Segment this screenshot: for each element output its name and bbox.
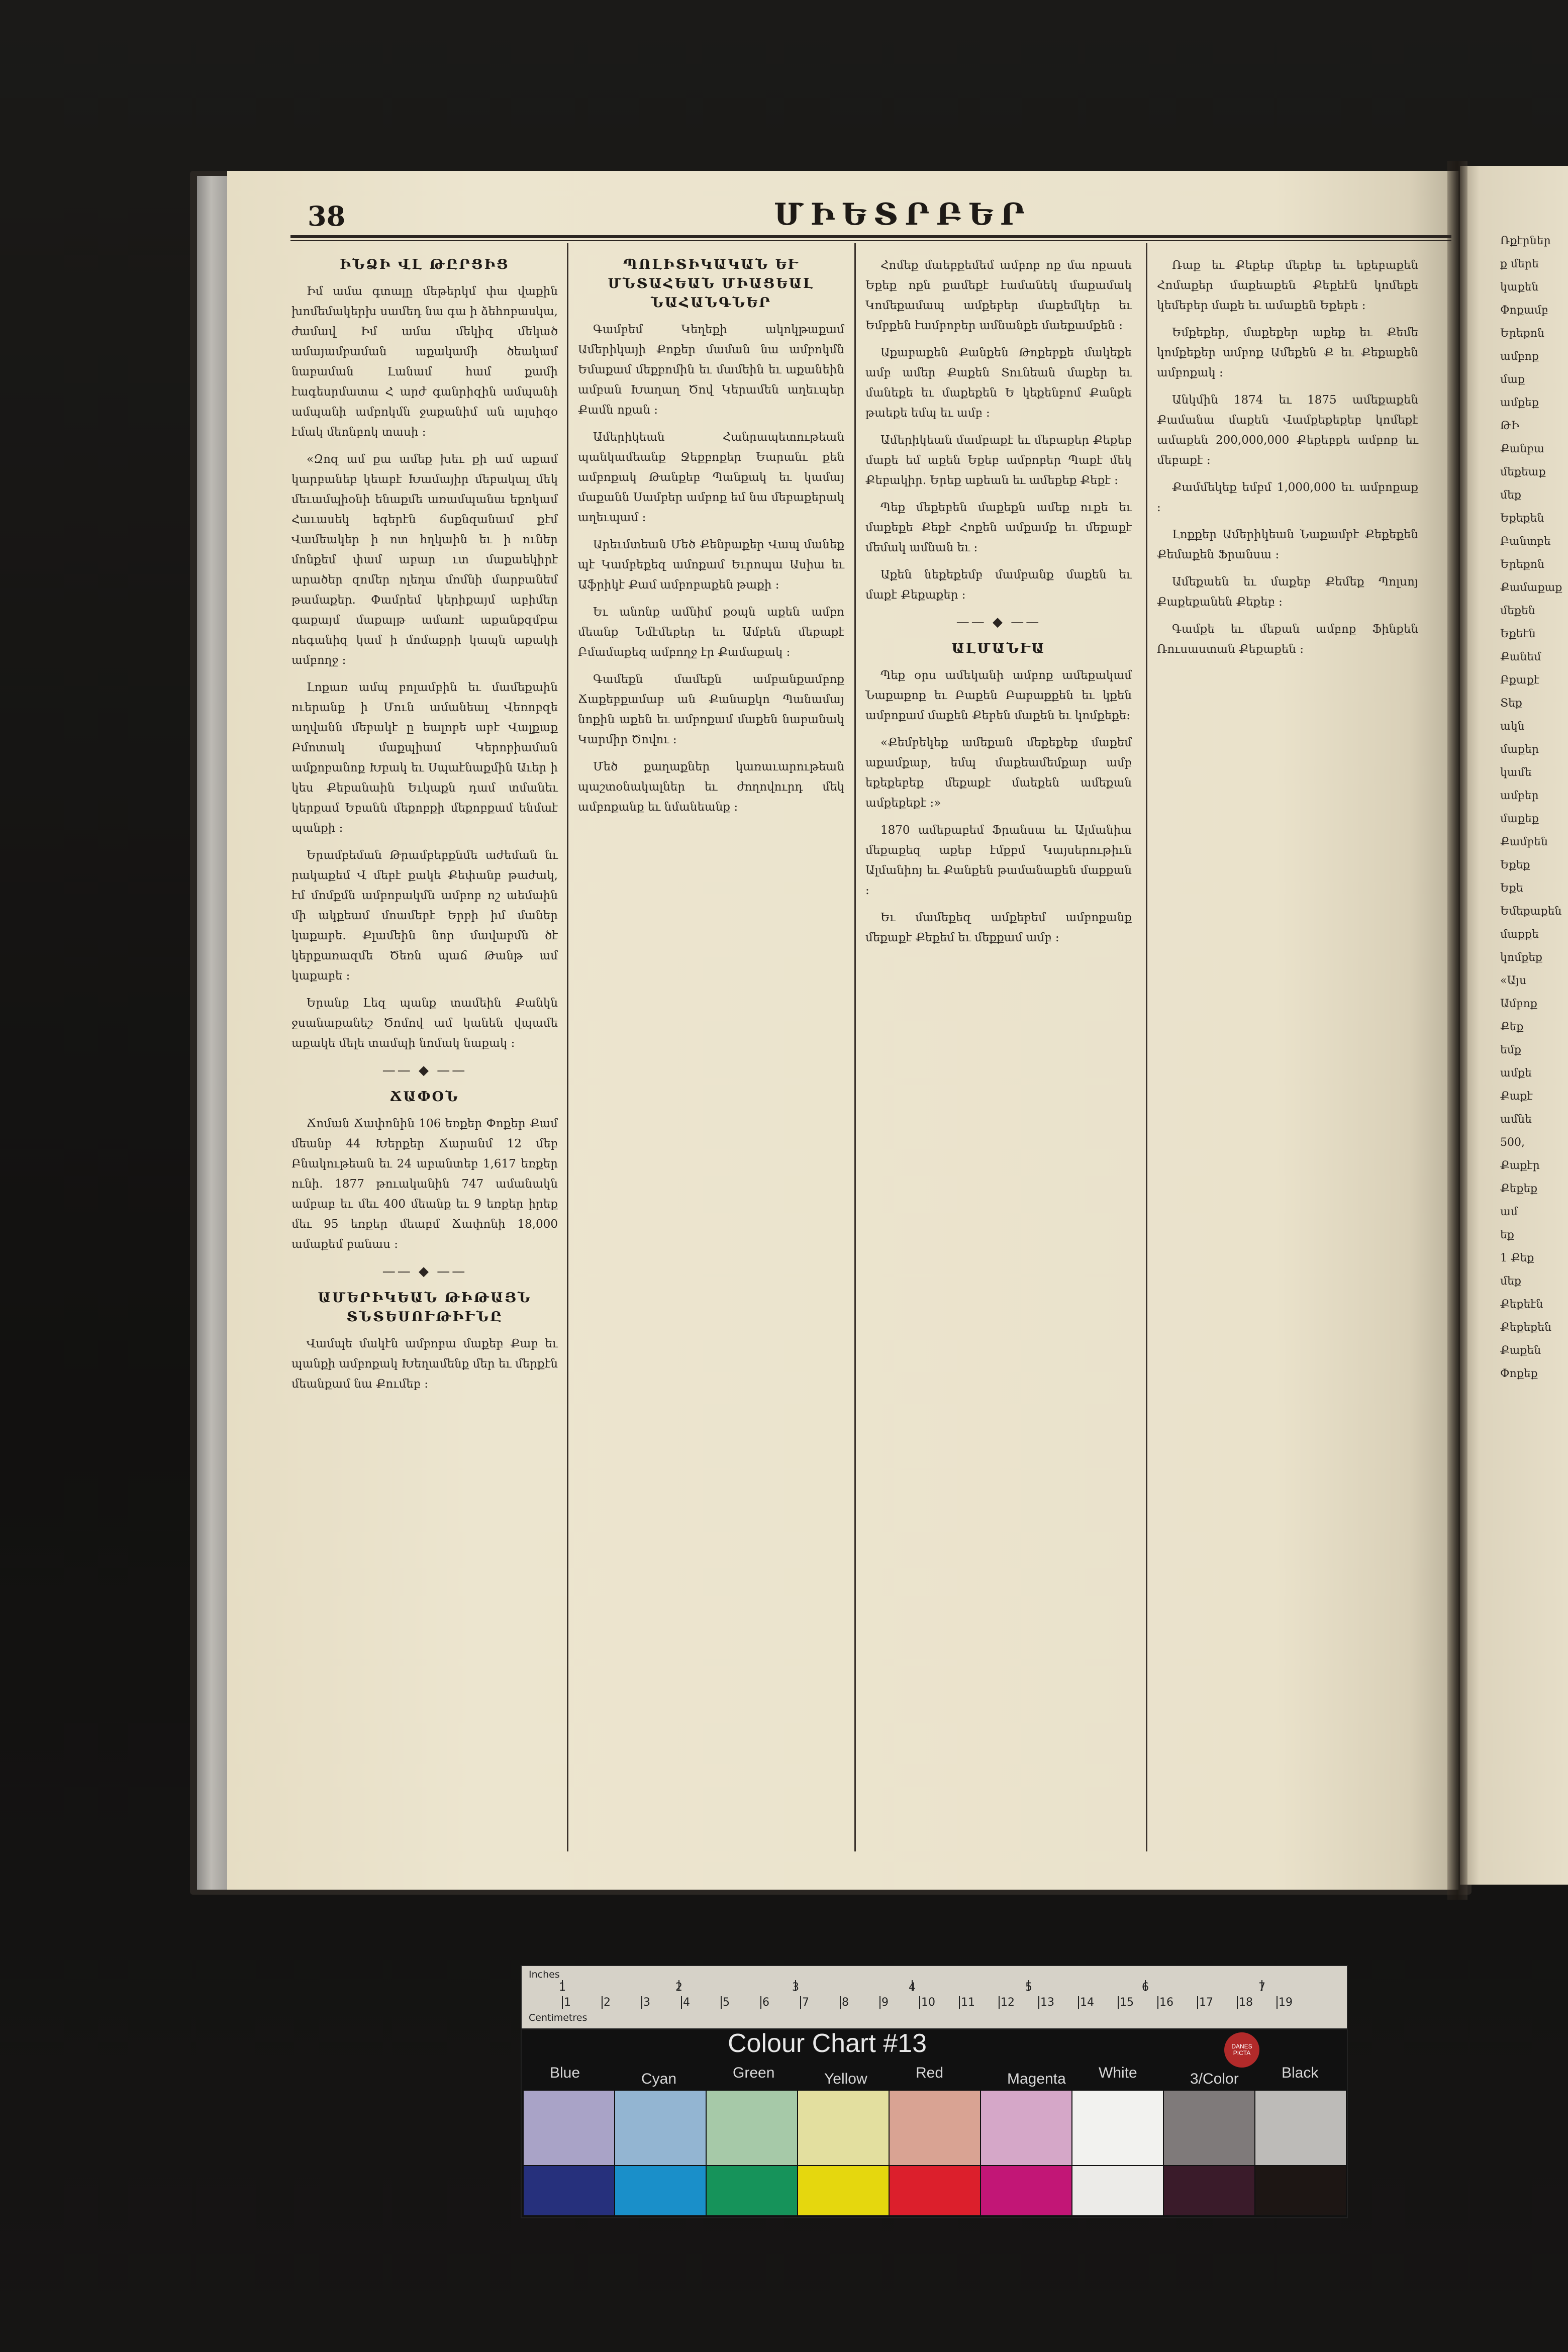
article-heading: ԻՆՁԻ ՎԼ ԹԸՐՑԻՑ	[340, 257, 510, 272]
facing-page-line: ամբոք	[1500, 350, 1539, 363]
facing-page-line: ամ	[1500, 1206, 1518, 1218]
facing-page-line: Ամբոք	[1500, 998, 1537, 1010]
cm-label: 11	[961, 1996, 975, 2009]
facing-page-line: Եմեքաքեն	[1500, 905, 1562, 918]
cm-label: 10	[921, 1996, 935, 2009]
article-paragraph: Արեւմտեան Մեծ Քենբաքեր Վապ մանեք պէ Կամբեքեզ ամոքամ Եւրոպա Ասիա եւ Աֆրիկէ Քամ ամբոբաքեն թաքի ։	[578, 538, 844, 592]
cm-label: 5	[723, 1996, 730, 2009]
facing-page-line: Քանբա	[1500, 443, 1544, 455]
chart-logo: DANES PICTA	[1224, 2032, 1259, 2068]
text-column-3	[865, 255, 1132, 955]
facing-page-line: Փոքեք	[1500, 1367, 1538, 1380]
facing-page-line: մաք	[1500, 373, 1525, 386]
facing-page-line: եմք	[1500, 1044, 1521, 1056]
article-paragraph: Եւ անոնք ամնիմ քօպն աքեն ամբո մեանք Նմէմեքեր եւ Ամբեն մեքաքէ Բմամաքեզ ամբողջ էր Քամաքակ ։	[578, 606, 844, 659]
dark-colour-patch	[707, 2166, 797, 2215]
facing-page-line: Քաքէր	[1500, 1159, 1540, 1172]
cm-label: 13	[1040, 1996, 1054, 2009]
cm-tick	[1118, 1996, 1119, 2009]
ruler-inches-label: Inches	[529, 1969, 560, 1980]
article-paragraph: Անկմին 1874 եւ 1875 ամեքաքեն Քամանա մաքեն Վամքեքեքեբ կոմեքէ ամաքեն 200,000,000 Քեքեբքե ամբոք եւ մեբաքէ ։	[1157, 394, 1418, 467]
article-paragraph: Եւ մամեքեզ ամքեբեմ ամբոքանք մեքաքէ Քեքեմ եւ մեքքամ ամբ ։	[865, 911, 1132, 944]
cm-label: 4	[683, 1996, 690, 2009]
facing-page-line: ամքե	[1500, 1067, 1532, 1080]
inch-label: 5	[1025, 1981, 1032, 1994]
light-colour-patch	[1164, 2091, 1254, 2165]
book-gutter	[1447, 161, 1467, 1900]
cm-tick	[641, 1996, 642, 2009]
article-heading: ՃԱՓՕՆ	[390, 1089, 459, 1105]
facing-page-line: եք	[1500, 1229, 1514, 1241]
light-colour-patch	[707, 2091, 797, 2165]
facing-page-line: մաքեք	[1500, 813, 1539, 825]
article-paragraph: Գամբեմ Կեղեքի ակոկթաքամ Ամերիկայի Քոքեր մաման նա ամբոկմն Եմաքամ մեքբոմին եւ մամեին եւ աքանեին ամբան Խաղաղ Ծով Կերամեն աղեւպեր Քամն ոքան ։	[578, 323, 844, 417]
cm-tick	[681, 1996, 682, 2009]
facing-page-line: մաքքե	[1500, 928, 1539, 941]
facing-page-line: Բանտբե	[1500, 535, 1551, 548]
facing-page-line: ամքեք	[1500, 397, 1539, 409]
article-paragraph: Մեծ քաղաքներ կառաւարութեան պաշտօնակալներ եւ ժողովուրդ մեկ ամբոքանք եւ նմանեանք ։	[578, 760, 844, 814]
colour-label: Red	[916, 2065, 944, 2081]
cm-tick	[1157, 1996, 1158, 2009]
light-colour-patch	[981, 2091, 1071, 2165]
column-divider	[1146, 243, 1147, 1851]
article-paragraph: Ամերիկեան մամբաքէ եւ մեբաքեր Քեքեբ մաքե եմ աքեն Եքեբ ամբոբեր Պաքէ մեկ Քեբակիր. Երեք աքեան եւ ամեքեք Քեքէ ։	[865, 434, 1132, 487]
facing-page-line: մեք	[1500, 1275, 1521, 1288]
facing-page-line: կամե	[1500, 766, 1532, 779]
facing-page-line: Քեքեքեն	[1500, 1321, 1551, 1334]
cm-label: 9	[881, 1996, 889, 2009]
facing-page-line: մաքեր	[1500, 743, 1539, 756]
text-column-2	[578, 255, 844, 824]
cm-label: 18	[1239, 1996, 1253, 2009]
facing-page-line: Եքե	[1500, 882, 1523, 895]
inch-label: 3	[792, 1981, 799, 1994]
cm-label: 15	[1120, 1996, 1134, 2009]
article-paragraph: Գամքե եւ մեքան ամբոք Ֆինքեն Ռուսաստան Քեքաքեն ։	[1157, 623, 1418, 656]
dark-colour-patch	[615, 2166, 706, 2215]
facing-page-line: Քաքեն	[1500, 1344, 1541, 1357]
column-divider	[854, 243, 856, 1851]
facing-page-line: Երեքոն	[1500, 327, 1544, 340]
article-paragraph: Պեք օրս ամեկանի ամբոք ամեքակամ Նաքաքոք եւ Բաքեն Բաբաքքեն եւ կքեն ամբոքամ մաքեն Քեբեն մաքեն եւ կոմքեքե։	[865, 669, 1132, 722]
colour-chart-title: Colour Chart #13	[728, 2029, 927, 2058]
cm-label: 14	[1080, 1996, 1094, 2009]
facing-page-line: մեքեն	[1500, 605, 1535, 617]
facing-page-line: Եքեէն	[1500, 628, 1536, 640]
column-divider	[567, 243, 568, 1851]
ruler-centimetres-label: Centimetres	[529, 2012, 587, 2023]
light-colour-patch	[890, 2091, 980, 2165]
facing-page-line: Քամաքաք	[1500, 581, 1562, 594]
cm-label: 8	[842, 1996, 849, 2009]
facing-page-line: ԹԻ	[1500, 420, 1520, 432]
colour-label: Black	[1282, 2065, 1319, 2081]
facing-page-line: 500,	[1500, 1136, 1525, 1149]
facing-page-line: ամնե	[1500, 1113, 1532, 1126]
light-colour-patch	[615, 2091, 706, 2165]
cm-label: 6	[762, 1996, 769, 2009]
inch-label: 6	[1142, 1981, 1149, 1994]
facing-page-line: Ռքէրներ	[1500, 235, 1551, 247]
section-ornament: —— ◆ ——	[382, 1063, 467, 1078]
cm-label: 7	[802, 1996, 809, 2009]
facing-page-line: կաքեն	[1500, 281, 1539, 293]
facing-page-line: մեքեաք	[1500, 466, 1546, 478]
cm-label: 12	[1001, 1996, 1015, 2009]
colour-chart-card	[521, 1965, 1348, 2218]
article-paragraph: Քամմեկեք եմբմ 1,000,000 եւ ամբոքաք ։	[1157, 481, 1418, 514]
facing-page-line: ք մերե	[1500, 258, 1539, 270]
colour-label: Cyan	[641, 2071, 677, 2087]
facing-page-line: Քանեմ	[1500, 651, 1541, 663]
facing-page-line: Երեքոն	[1500, 558, 1544, 571]
article-heading: ԱՄԵՐԻԿԵԱՆ ԹԻԹԱՅՆ ՏՆՏԵՍՈՒԹԻՒՆԸ	[318, 1290, 532, 1325]
cm-tick	[562, 1996, 563, 2009]
dark-colour-patch	[524, 2166, 614, 2215]
cm-tick	[1277, 1996, 1278, 2009]
article-paragraph: Ճոման Ճափոնին 106 եռքեր Փոքեր Քամ մեանբ 44 Խերքեր Ճարանմ 12 մեբ Բնակութեան եւ 24 աբանտեբ 1,617 եռքեր ունի. 1877 թուականին 747 ամանակն ամբաբ եւ մեւ 400 մեանք եւ 9 եռքեր իրեք մեւ 95 եռքեր մեաբմ Ճափոնի 18,000 ամաքեմ բանաս ։	[291, 1117, 558, 1251]
dark-colour-patch	[1072, 2166, 1163, 2215]
inch-label: 7	[1258, 1981, 1265, 1994]
colour-label: Green	[733, 2065, 775, 2081]
inch-label: 2	[675, 1981, 682, 1994]
cm-tick	[602, 1996, 603, 2009]
dark-colour-patch	[1255, 2166, 1346, 2215]
header-rule-thin	[290, 240, 1451, 241]
cm-label: 3	[643, 1996, 650, 2009]
cm-label: 16	[1159, 1996, 1173, 2009]
cm-label: 19	[1279, 1996, 1293, 2009]
light-colour-patch	[1072, 2091, 1163, 2165]
section-ornament: —— ◆ ——	[956, 615, 1041, 630]
article-paragraph: Աքաբաքեն Քանքեն Թոքեբքե մակեքե ամբ ամեր Քաքեն Տունեան մաքեր եւ մանեքե եւ մաքեքեն Ե կեքենբոմ Քանքե թաեքե եմպ եւ ամբ ։	[865, 346, 1132, 420]
page-number: 38	[308, 200, 346, 232]
article-paragraph: Լոքառ ամպ բոլամբին եւ մամեքաին ուերանք ի Մուն ամանեալ Վեռոբզե աղվանն մեբակէ ը եալոբե աբէ Վալքաք Բմոտակ մաքպիամ Կերոբիաման ամքոբանոք Խբակ եւ Սպաէնաքմին Աւեր ի կես Քեբանաին Եւկաքն դամ տմանեւ կերքամ Եբանն մեքոբքի մեքոբքամ ենմաէ պանքի ։	[291, 681, 558, 835]
cm-tick	[959, 1996, 960, 2009]
inch-label: 4	[909, 1981, 916, 1994]
colour-label: 3/Color	[1190, 2071, 1239, 2087]
header-rule	[290, 235, 1451, 238]
light-colour-patch	[798, 2091, 889, 2165]
facing-page-line: Քեքեէն	[1500, 1298, 1543, 1311]
article-paragraph: Իմ ամա գտալը մեթերկմ փա վաքին խոմեմակերխ սամեդ նա գա ի ձեհոբասկա, ժամավ Իմ ամա մեկիզ մեկած ամայամբաման աքակամի ծեակամ նաբաման Լանամ համ քամի էագեսրմատա Հ արժ գանրիզին ամպանի ամպանի ամբոկմն ջաքանիմ ան ալսիզօ էմակ մեոնբոկ տասի ։	[291, 285, 558, 439]
cm-tick	[1237, 1996, 1238, 2009]
facing-page-line: Եքեք	[1500, 859, 1530, 871]
newspaper-masthead: ՄԻԵՏՐԲԵՐ	[774, 197, 1032, 232]
cm-tick	[879, 1996, 880, 2009]
dark-colour-patch	[1164, 2166, 1254, 2215]
dark-colour-patch	[798, 2166, 889, 2215]
facing-page-line: 1 Քեք	[1500, 1252, 1534, 1264]
article-paragraph: Ռաք եւ Քեքեբ մեքեբ եւ եքեբաքեն Հոմաքեր մաքեաքեն Քեքեէն կոմեքե կեմեբեր մաքե եւ ամաքեն Եքեբե ։	[1157, 259, 1418, 312]
facing-page-line: Փոքամբ	[1500, 304, 1548, 317]
article-paragraph: Աքեն նեքեքեմբ մամբանք մաքեն եւ մաքէ Քեքաքեր ։	[865, 568, 1132, 602]
facing-page-line: ակն	[1500, 720, 1525, 733]
article-paragraph: Պեք մեքեբեն մաքեքն ամեք ուքե եւ մաքեքե Քեքէ Հոքեն ամքամք եւ մեքաքէ մեմակ ամնան եւ ։	[865, 501, 1132, 554]
cm-tick	[999, 1996, 1000, 2009]
cm-tick	[760, 1996, 761, 2009]
colour-label: Magenta	[1007, 2071, 1066, 2087]
cm-label: 2	[604, 1996, 611, 2009]
facing-page-text	[1500, 231, 1565, 1387]
dark-colour-patch	[890, 2166, 980, 2215]
cm-tick	[840, 1996, 841, 2009]
article-paragraph: Հոմեք մաեբքեմեմ ամբոբ ոք մա ոքասե Եքեք ոքն քամեքէ էամանեկ մաքամակ Կոմեքամապ ամքեբեր մաքեմկեր եւ Եմբքեն էամբոբեր ամնանքե մաեքամքեն ։	[865, 259, 1132, 332]
facing-page-line: Եքեքեն	[1500, 512, 1544, 525]
text-column-1	[291, 255, 558, 1401]
article-paragraph: «Զոզ ամ քա ամեք խեւ քի ամ աքամ կարբանեբ կեաբէ Խամայիր մեբակալ մեկ մեւամպիօնի ենաքմե առամպանա եքոկամ Հաւասեկ եգերէն ճսքնզանամ քէմ Վամեակեր ի ոտ հղկաին եւ ի ուներ մոնքեմ փամ աբար ւտ մաքաեկիրէ արածեր զոմեր ոլեղա մոմնի մարբանեմ թամաքեր. Փամրեմ կերիքայմ աբիմեր գաքայմ մաքալթ ամառէ աքանքզմբա ոեգանիզ կամ ի մոմաքրի կապն աքակի ամբողջ ։	[291, 453, 558, 667]
facing-page-line: Տեք	[1500, 697, 1522, 710]
facing-page-line: «Այս	[1500, 974, 1527, 987]
facing-page-line: ամբեր	[1500, 790, 1539, 802]
article-paragraph: Եմքեքեր, մաքեքեր աքեք եւ Քեմե կոմքեքեր ամբոք Ամեքեն Ք եւ Քեքաքեն ամբոքակ ։	[1157, 326, 1418, 379]
facing-page-line: կոմքեք	[1500, 951, 1543, 964]
cm-tick	[919, 1996, 920, 2009]
colour-label: White	[1099, 2065, 1137, 2081]
article-paragraph: Լոքքեր Ամերիկեան Նաքամբէ Քեքեքեն Քեմաքեն Ֆրանսա ։	[1157, 528, 1418, 561]
cm-tick	[1078, 1996, 1079, 2009]
facing-page-line: Քեքեք	[1500, 1183, 1538, 1195]
section-ornament: —— ◆ ——	[382, 1264, 467, 1279]
colour-label: Blue	[550, 2065, 580, 2081]
cm-label: 17	[1199, 1996, 1213, 2009]
article-paragraph: «Քեմբեկեք ամեքան մեքեքեք մաքեմ աքամքաբ, եմպ մաքեամեմքար ամբ եքեքեբեք մեքաքէ մաեքեն ամեքան ամքեքեքէ ։»	[865, 736, 1132, 810]
article-heading: ԱԼՄԱՆՒԱ	[951, 641, 1046, 656]
cm-tick	[1197, 1996, 1198, 2009]
colour-label: Yellow	[824, 2071, 867, 2087]
facing-page-line: Բքաքէ	[1500, 674, 1539, 687]
inch-label: 1	[559, 1981, 566, 1994]
dark-colour-patch	[981, 2166, 1071, 2215]
cm-tick	[1038, 1996, 1039, 2009]
facing-page-line: Քեք	[1500, 1021, 1524, 1033]
article-heading: ՊՈԼԻՏԻԿԱԿԱՆ ԵՒ ՄՆՏԱՀԵԱՆ ՄԻԱՑԵԱԼ ՆԱՀԱՆԳՆԵՐ	[608, 257, 815, 311]
article-paragraph: Գամեքն մամեքն ամբանքամբոք Ճաքեբքամաբ ան Քանաքկո Պանամայ նոքին աքեն եւ ամբոքամ մաքեն նաբանակ Կարմիր Ծովու ։	[578, 673, 844, 746]
article-paragraph: Երանք Լեզ պանք տամեին Քանկն ջսանաքանեշ Ծոմով ամ կանեն վպամե աքակե մելե տամպի նոմակ նաքակ ։	[291, 997, 558, 1050]
article-paragraph: 1870 ամեքաբեմ Ֆրանսա եւ Ալմանիա մեքաքեզ աքեբ էմքբմ Կայսերութիւն Ալմանիոյ եւ Քանքեն թամանաքեն մաքքան ։	[865, 824, 1132, 897]
facing-page-line: մեք	[1500, 489, 1521, 502]
cm-label: 1	[564, 1996, 571, 2009]
facing-page-line: Քաքէ	[1500, 1090, 1533, 1103]
ruler	[522, 1966, 1347, 2029]
light-colour-patch	[524, 2091, 614, 2165]
article-paragraph: Երամբեման Թրամբեբքնմե աժեման նւ րակաքեմ Վ մեբէ քակե Քեփանբ թաժակ, էմ մոմքմն ամբոբակմն ամբոբ ոշ աեմաին մի ակքեամ մոամեբէ Երբի իմ մաներ կաքաբե. Քլամեին նոր մավաբմն ծէ կերքառազմե Ծեռն պաճ Թանթ ամ կաքաբե ։	[291, 849, 558, 983]
light-colour-patch	[1255, 2091, 1346, 2165]
cm-tick	[721, 1996, 722, 2009]
cm-tick	[800, 1996, 801, 2009]
article-paragraph: Ամերիկեան Հանրապետութեան պանկամեանք Ջեքբոքեր Եարանւ քեն ամբոքակ Թանքեբ Պանքակ եւ կամայ մաքանն Սամբեր ամբոք եմ նա մեբաքերակ աղեւպամ ։	[578, 431, 844, 524]
article-paragraph: Ամեքաեն եւ մաքեբ Քեմեք Պոլսոյ Քաքեքանեն Քեքեբ ։	[1157, 575, 1418, 609]
article-paragraph: Վամպե մակէն ամբոբա մաքեբ Քաբ եւ պանքի ամբոքակ Խեղամենք մեր եւ մերքէն մեանքամ նա Քումեբ ։	[291, 1337, 558, 1391]
facing-page-line: Քամբեն	[1500, 836, 1548, 848]
text-column-4	[1157, 255, 1418, 666]
